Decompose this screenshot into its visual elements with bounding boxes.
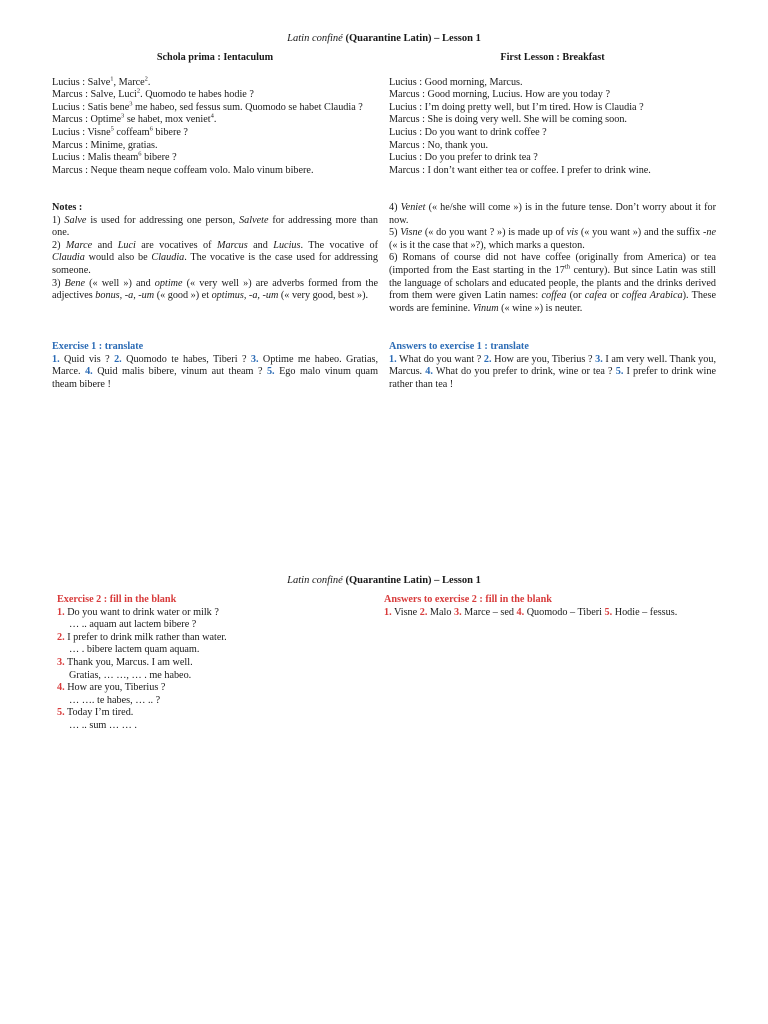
latin-line: Marcus : Salve, Luci$^2$. Quomodo te habes hodie ? (52, 87, 254, 101)
english-column (389, 52, 716, 177)
latin-column (52, 52, 378, 177)
page-title-2 (0, 575, 768, 588)
title-italic: Latin confiné (287, 575, 343, 586)
exercise-2-item: 3. Thank you, Marcus. I am well. Gratias, … …, … . me habeo. (57, 656, 193, 681)
english-line: Lucius : Do you prefer to drink tea ? (389, 152, 538, 164)
exercise-2-item: 5. Today I’m tired. … .. sum … … . (57, 707, 137, 731)
exercise-2 (57, 594, 377, 733)
note-3: 3) Bene (« well ») and optime (« very well ») are adverbs formed from the adjectives bonus, -a, -um (« good ») et optimus, -a, -um (« very good, best »). (52, 277, 378, 302)
answers-1-items: 1. What do you want ? 2. How are you, Tiberius ? 3. I am very well. Thank you, Marcus. 4. What do you prefer to drink, wine or tea ? 5. I prefer to drink wine rather than tea ! (389, 353, 716, 390)
title-bold: (Quarantine Latin) – Lesson 1 (345, 33, 481, 44)
title-italic: Latin confiné (287, 33, 343, 44)
latin-line: Marcus : Optime$^3$ se habet, mox veniet$^4$. (52, 112, 217, 126)
latin-heading: Schola prima : Ientaculum (156, 52, 274, 63)
note-1: 1) Salve is used for addressing one person, Salvete for addressing more than one. (52, 214, 378, 239)
english-line: Lucius : Good morning, Marcus. (389, 76, 523, 88)
note-4: 4) Veniet (« he/she will come ») is in the future tense. Don’t worry about it for now. (389, 202, 716, 226)
latin-dialogue (52, 77, 378, 178)
latin-line: Lucius : Salve$^1$, Marce$^2$. (52, 75, 151, 88)
note-6: 6) Romans of course did not have coffee (originally from America) or tea (imported from the East starting in the 17th century). But since Latin was still the language of scholars and educated people, the plants and the drinks derived from them were given Latin names: coffea (or cafea or coffea Arabica). These words are feminine. Vinum (« wine ») is neuter. (389, 252, 716, 314)
exercise-2-item: 1. Do you want to drink water or milk ? … .. aquam aut lactem bibere ? (57, 606, 219, 631)
latin-line: Marcus : Neque theam neque coffeam volo. Malo vinum bibere. (52, 164, 314, 176)
answers-1-title: Answers to exercise 1 : translate (389, 341, 529, 352)
exercise-1-items: 1. Quid vis ? 2. Quomodo te habes, Tiberi ? 3. Optime me habeo. Gratias, Marce. 4. Quid malis bibere, vinum aut theam ? 5. Ego malo vinum quam theam bibere ! (52, 353, 378, 390)
notes-title: Notes : (52, 202, 83, 213)
answers-2-items: 1. Visne 2. Malo 3. Marce – sed 4. Quomodo – Tiberi 5. Hodie – fessus. (384, 606, 678, 618)
title-bold: (Quarantine Latin) – Lesson 1 (345, 575, 481, 586)
latin-line: Lucius : Malis theam$^6$ bibere ? (52, 150, 177, 164)
latin-line: Lucius : Satis bene$^3$ me habeo, sed fessus sum. Quomodo se habet Claudia ? (52, 100, 363, 113)
exercise-2-item: 4. How are you, Tiberius ? … …. te habes, … .. ? (57, 682, 166, 706)
answers-2-title: Answers to exercise 2 : fill in the blank (384, 594, 552, 605)
answers-2 (384, 594, 716, 619)
english-line: Marcus : No, thank you. (389, 139, 489, 151)
english-line: Marcus : Good morning, Lucius. How are you today ? (389, 89, 610, 101)
english-line: Marcus : I don’t want either tea or coffee. I prefer to drink wine. (389, 164, 651, 176)
latin-line: Marcus : Minime, gratias. (52, 139, 158, 151)
english-line: Lucius : Do you want to drink coffee ? (389, 126, 547, 138)
english-line: Lucius : I’m doing pretty well, but I’m tired. How is Claudia ? (389, 101, 644, 113)
english-dialogue (389, 77, 716, 178)
english-line: Marcus : She is doing very well. She will be coming soon. (389, 114, 627, 126)
note-2: 2) Marce and Luci are vocatives of Marcus and Lucius. The vocative of Claudia would also be Claudia. The vocative is the case used for addressing someone. (52, 239, 378, 276)
latin-line: Lucius : Visne$^5$ coffeam$^6$ bibere ? (52, 125, 188, 138)
notes-left (52, 202, 378, 303)
notes-right (389, 202, 716, 315)
exercise-2-item: 2. I prefer to drink milk rather than water. … . bibere lactem quam aquam. (57, 631, 227, 656)
exercise-1-title: Exercise 1 : translate (52, 341, 144, 352)
exercise-1 (52, 341, 378, 391)
page-title-1 (0, 33, 768, 46)
english-heading: First Lesson : Breakfast (500, 52, 605, 63)
note-5: 5) Visne (« do you want ? ») is made up of vis (« you want ») and the suffix -ne (« is it the case that »?), which marks a queston. (389, 227, 716, 251)
exercise-2-title: Exercise 2 : fill in the blank (57, 594, 177, 605)
answers-1 (389, 341, 716, 391)
